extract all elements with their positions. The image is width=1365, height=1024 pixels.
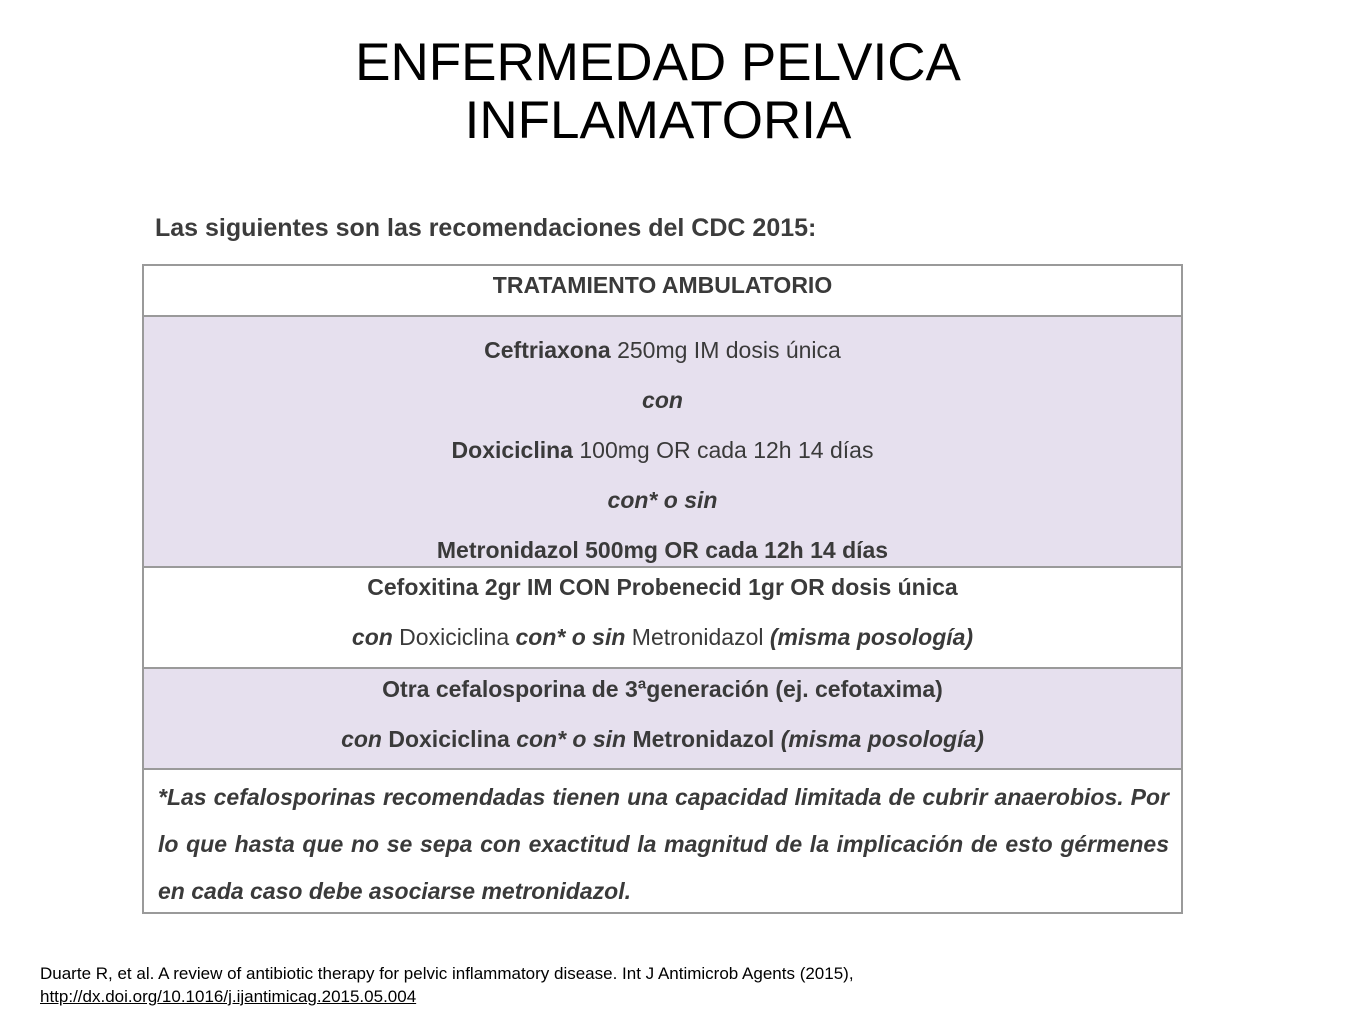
regimen-1-row xyxy=(144,317,1181,568)
regimen-2-consin: con* o sin xyxy=(515,624,626,650)
regimen-3-line-2 xyxy=(144,719,1181,769)
drug-doxiciclina-dose: 100mg OR cada 12h 14 días xyxy=(572,437,874,463)
regimen-3-consin: con* o sin xyxy=(516,726,627,752)
regimen-3-con: con xyxy=(341,726,382,752)
regimen-2-metro: Metronidazol xyxy=(625,624,770,650)
regimen-2-line-2 xyxy=(144,618,1181,668)
page-title xyxy=(0,34,1316,150)
regimen-3-doxi: Doxiciclina xyxy=(381,726,517,752)
citation xyxy=(40,962,854,1008)
footnote: *Las cefalosporinas recomendadas tienen una capacidad limitada de cubrir anaerobios. Por lo que hasta que no se sepa con exactitud la magnitud de la implicación de esto gérmenes en cada caso debe asociarse metronidazol. xyxy=(158,784,1169,904)
citation-link[interactable]: http://dx.doi.org/10.1016/j.ijantimicag.2015.05.004 xyxy=(40,987,417,1006)
title-line-1: ENFERMEDAD PELVICA xyxy=(355,33,961,92)
regimen-1-conj-1: con xyxy=(642,387,683,413)
citation-text: Duarte R, et al. A review of antibiotic therapy for pelvic inflammatory disease. Int J Antimicrob Agents (2015), xyxy=(40,964,854,983)
intro-text: Las siguientes son las recomendaciones del CDC 2015: xyxy=(155,214,817,242)
regimen-1-line-5: Metronidazol 500mg OR cada 12h 14 días xyxy=(436,537,889,563)
regimen-1-line-3 xyxy=(144,425,1181,475)
drug-doxiciclina: Doxiciclina xyxy=(451,437,573,463)
regimen-2-doxi: Doxiciclina xyxy=(392,624,516,650)
regimen-1-line-1 xyxy=(144,325,1181,375)
regimen-2-con: con xyxy=(351,624,393,650)
regimen-3-poso: (misma posología) xyxy=(780,726,984,752)
regimen-3-row xyxy=(144,669,1181,770)
treatment-table xyxy=(142,264,1183,914)
title-line-2: INFLAMATORIA xyxy=(464,91,852,150)
drug-ceftriaxona-dose: 250mg IM dosis única xyxy=(610,337,841,363)
regimen-3-line-1: Otra cefalosporina de 3ªgeneración (ej. cefotaxima) xyxy=(382,676,943,702)
regimen-2-poso: (misma posología) xyxy=(769,624,974,650)
regimen-3-metro: Metronidazol xyxy=(626,726,781,752)
regimen-2-row xyxy=(144,568,1181,669)
table-header: TRATAMIENTO AMBULATORIO xyxy=(144,266,1181,317)
regimen-2-line-1: Cefoxitina 2gr IM CON Probenecid 1gr OR dosis única xyxy=(367,574,958,600)
drug-ceftriaxona: Ceftriaxona xyxy=(484,337,611,363)
regimen-1-conj-2: con* o sin xyxy=(607,487,718,513)
